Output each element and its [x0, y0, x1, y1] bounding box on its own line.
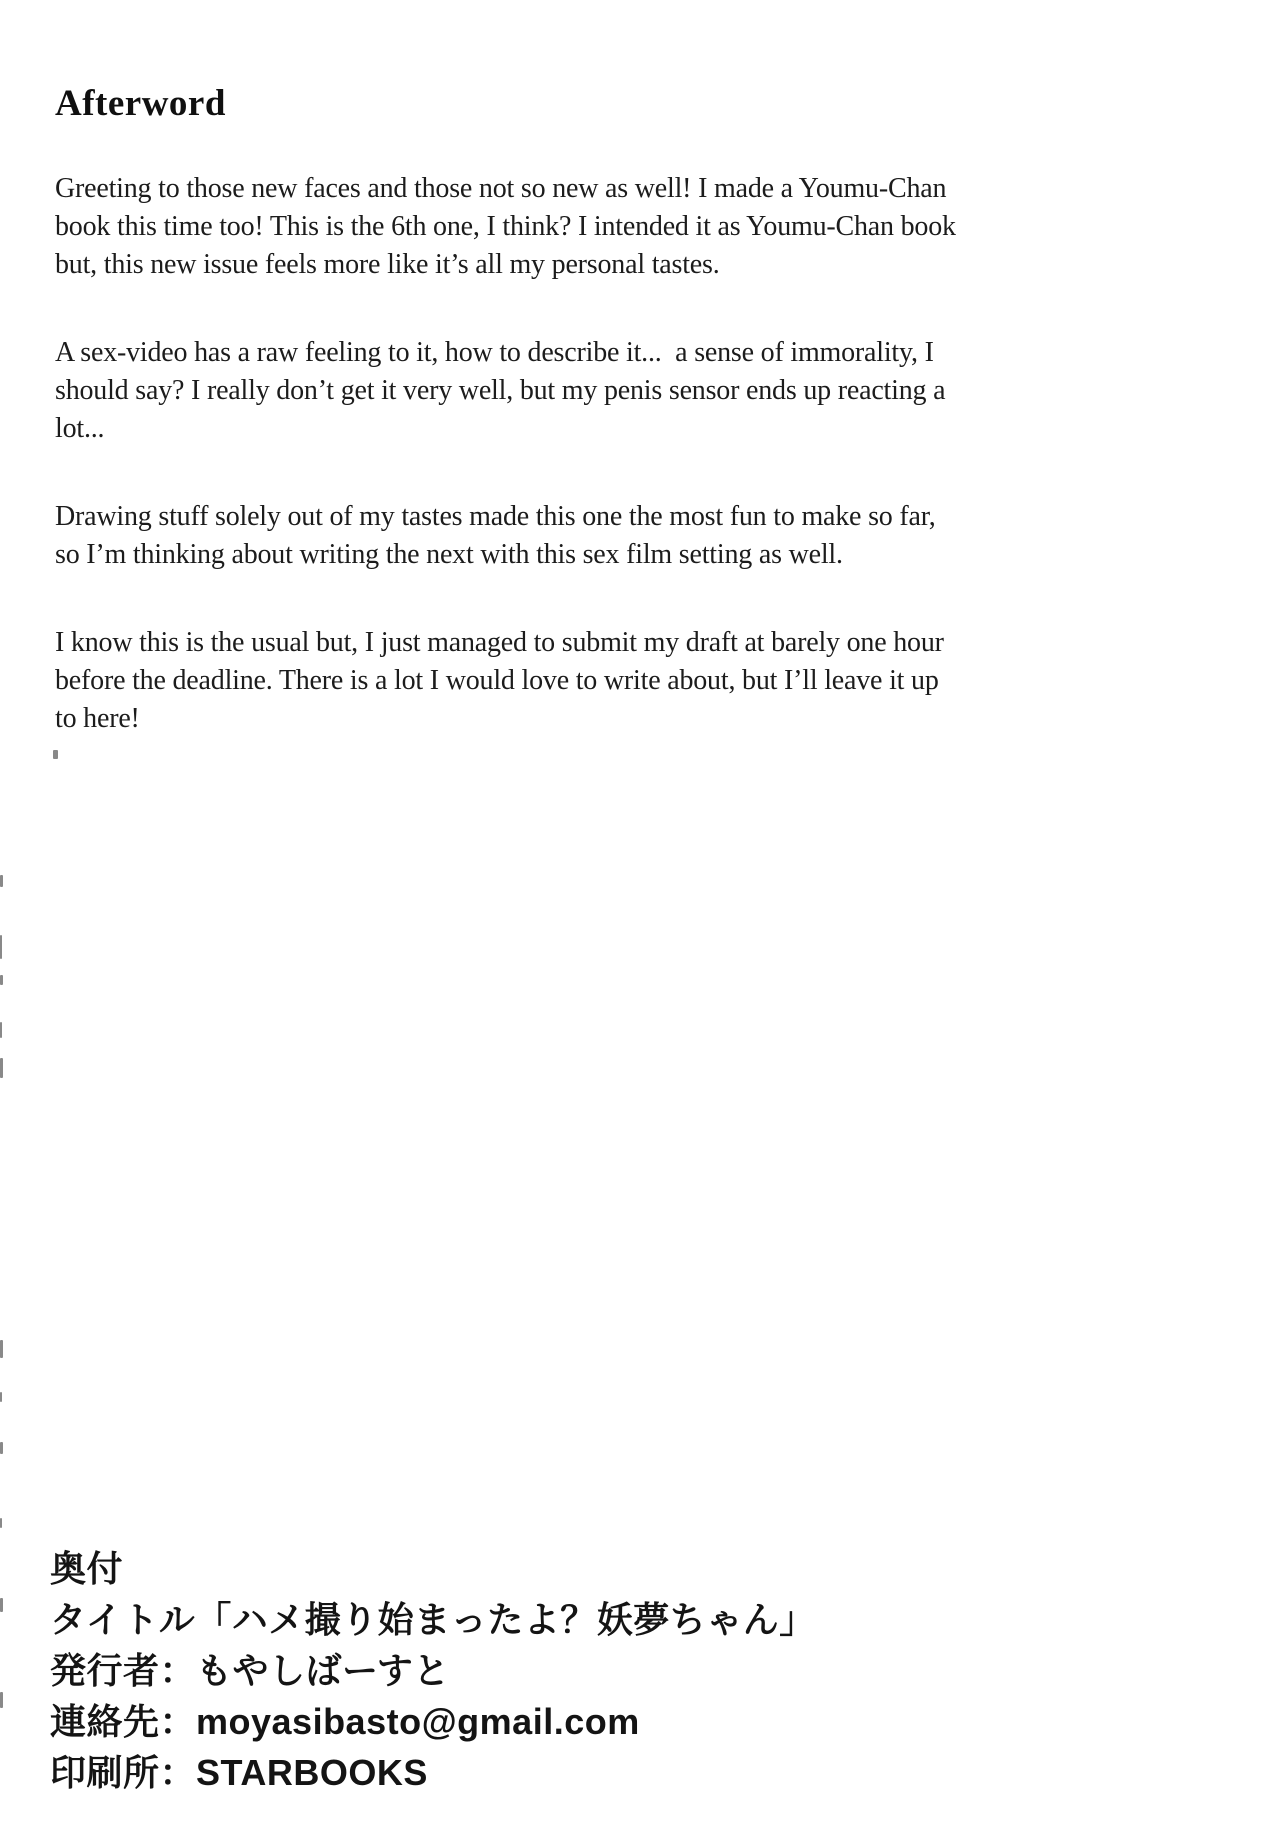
page-title: Afterword — [55, 83, 226, 124]
paragraph-sex-video — [55, 334, 1100, 448]
text-line: I know this is the usual but, I just managed to submit my draft at barely one hour — [55, 627, 944, 658]
text-line: Greeting to those new faces and those not so new as well! I made a Youmu-Chan — [55, 173, 947, 204]
colophon-title: タイトル「ハメ撮り始まったよ？妖夢ちゃん」 — [50, 1599, 816, 1640]
text-line: but, this new issue feels more like it’s all my personal tastes. — [55, 249, 720, 280]
text-line: A sex-video has a raw feeling to it, how to describe it... a sense of immorality, I — [55, 337, 934, 368]
scan-artifact — [0, 875, 3, 887]
scan-artifact — [0, 1392, 2, 1402]
text-line: Drawing stuff solely out of my tastes made this one the most fun to make so far, — [55, 501, 936, 532]
scan-artifact — [0, 1058, 3, 1078]
colophon-contact-email: 連絡先：moyasibasto@gmail.com — [50, 1701, 640, 1742]
scan-artifact — [0, 935, 2, 959]
scan-artifact — [53, 750, 58, 759]
scan-artifact — [0, 1442, 3, 1454]
scan-artifact — [0, 1518, 2, 1528]
scan-artifact — [0, 1022, 2, 1038]
colophon-okuzuke: 奥付 — [50, 1548, 124, 1589]
text-line: so I’m thinking about writing the next with this sex film setting as well. — [55, 539, 843, 570]
paragraph-drawing — [55, 498, 1100, 574]
text-line: before the deadline. There is a lot I would love to write about, but I’ll leave it up — [55, 665, 939, 696]
paragraph-deadline — [55, 624, 1100, 738]
text-line: should say? I really don’t get it very well, but my penis sensor ends up reacting a — [55, 375, 946, 406]
colophon-publisher: 発行者：もやしばーすと — [50, 1650, 450, 1691]
colophon — [50, 1543, 816, 1798]
colophon-printer: 印刷所：STARBOOKS — [50, 1752, 428, 1793]
scan-artifact — [0, 1340, 3, 1358]
text-line: lot... — [55, 413, 105, 444]
afterword-body — [55, 170, 1100, 788]
text-line: to here! — [55, 703, 140, 734]
paragraph-greeting — [55, 170, 1100, 284]
text-line: book this time too! This is the 6th one, I think? I intended it as Youmu-Chan book — [55, 211, 956, 242]
scan-artifact — [0, 1598, 3, 1612]
scan-artifact — [0, 975, 3, 985]
scan-artifact — [0, 1692, 3, 1708]
